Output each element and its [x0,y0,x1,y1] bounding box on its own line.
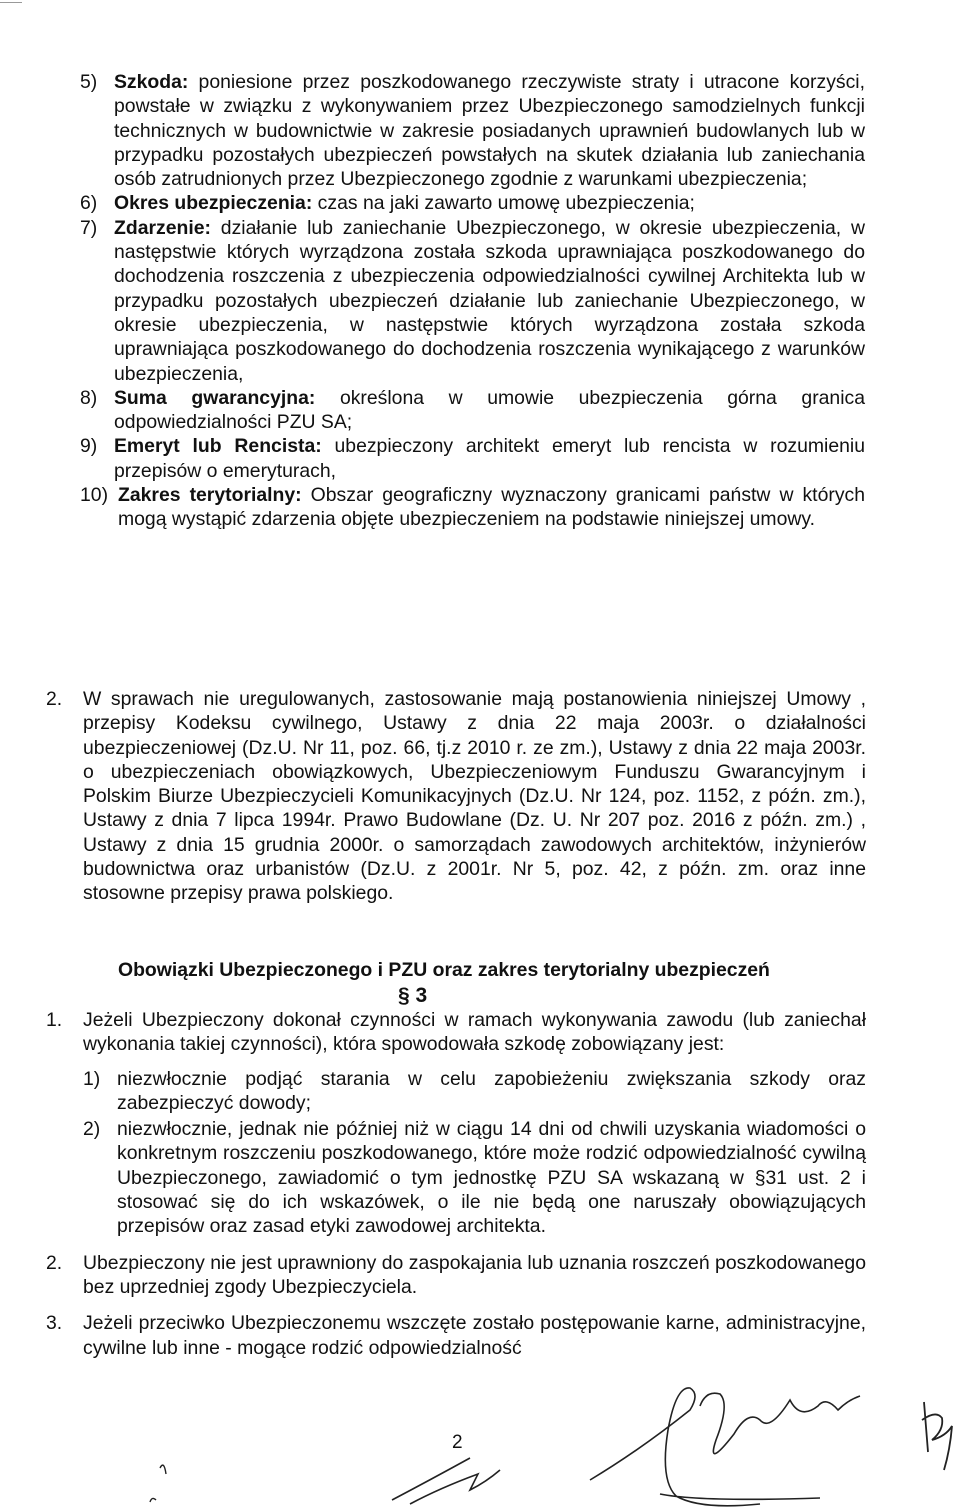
scan-corner-mark [0,2,22,3]
handwritten-signature [590,1388,860,1506]
section-heading: Obowiązki Ubezpieczonego i PZU oraz zakres terytorialny ubezpieczeń [118,959,770,981]
item-text: Jeżeli Ubezpieczony dokonał czynności w ramach wykonywania zawodu (lub zaniechał wykonania takiej czynności), która spowodowała szkodę zobowiązany jest: [83,1009,866,1056]
definition-text: określona w umowie ubezpieczenia górna granica odpowiedzialności PZU SA; [114,386,866,434]
definition-number: 5) [80,71,98,93]
definition-body [114,386,865,435]
item-number: 2. [46,1251,63,1274]
numbered-item [46,1311,866,1360]
definition-body [114,70,865,191]
paragraph-2 [46,687,866,906]
definition-text: Obszar geograficzny wyznaczony granicami państw w których mogą wystąpić zdarzenia objęte ubezpieczeniem na podstawie niniejszej umowy. [118,484,865,531]
definition-term: Emeryt lub Rencista: [114,435,322,458]
definition-item [80,386,865,435]
definition-number: 9) [80,435,98,458]
definition-text: poniesione przez poszkodowanego rzeczywiste straty i utracone korzyści, powstałe w związku z wykonywaniem przez Ubezpieczonego samodzielnych funkcji technicznych w budownictwie w zakresie posiadanych uprawnień budowlanych lub w przypadku pozostałych ubezpieczeń powstałych na skutek działania lub zaniechania osób zatrudnionych przez Ubezpieczonego zgodnie z warunkami ubezpieczenia; [114,71,865,191]
definition-body [118,483,865,532]
definition-number: 10) [80,484,109,507]
paragraph-number: 2. [46,688,63,710]
definition-number: 6) [80,192,98,215]
item-text: Ubezpieczony nie jest uprawniony do zaspokajania lub uznania roszczeń poszkodowanego bez uprzedniej zgody Ubezpieczyciela. [83,1251,866,1298]
sub-item-text: niezwłocznie podjąć starania w celu zapobieżeniu zwiększania szkody oraz zabezpieczyć dowody; [117,1067,866,1114]
definition-item [80,216,865,386]
definition-body [114,191,865,215]
sub-item-number: 2) [83,1118,101,1141]
definitions-list [80,70,865,532]
initial-signature [392,1458,500,1504]
page-number: 2 [452,1432,463,1453]
definition-number: 8) [80,386,98,409]
definition-term: Okres ubezpieczenia: [114,192,313,215]
numbered-item [46,1008,866,1239]
definition-term: Zdarzenie: [114,216,211,239]
sub-item-text: niezwłocznie, jednak nie później niż w ciągu 14 dni od chwili uzyskania wiadomości o konkretnym roszczeniu poszkodowanego, które może rodzić odpowiedzialność cywilną Ubezpieczonego, zawiadomić o tym jednostkę PZU SA wskazaną w §31 ust. 2 i stosować się do ich wskazówek, o ile nie będą one naruszały obowiązujących przepisów oraz zasad etyki zawodowej architekta. [117,1118,866,1238]
definition-term: Suma gwarancyjna: [114,386,316,409]
definition-term: Zakres terytorialny: [118,484,302,507]
definition-item [80,434,865,483]
sub-item [83,1117,866,1238]
definition-body [114,216,865,386]
section-number: § 3 [398,984,428,1007]
paragraph-text: W sprawach nie uregulowanych, zastosowanie mają postanowienia niniejszej Umowy , przepisy Kodeksu cywilnego, Ustawy z dnia 22 maja 2003r. o działalności ubezpieczeniowej (Dz.U. Nr 11, poz. 66, tj.z 2010 r. ze zm.), Ustawy z dnia 22 maja 2003r. o ubezpieczeniach obowiązkowych, Ubezpieczeniowym Funduszu Gwarancyjnym i Polskim Biurze Ubezpieczycieli Komunikacyjnych (Dz.U. Nr 124, poz. 1152, z późn. zm.), Ustawy z dnia 7 lipca 1994r. Prawo Budowlane (Dz. U. Nr 207 poz. 2016 z późn. zm.) , Ustawy z dnia 15 grudnia 2000r. o samorządach zawodowych architektów, inżynierów budownictwa oraz urbanistów (Dz.U. z 2001r. Nr 5, poz. 42, z późn. zm. oraz inne stosowne przepisy prawa polskiego. [83,688,866,905]
definition-term: Szkoda: [114,71,189,93]
definition-number: 7) [80,216,98,239]
page-footer [0,1370,960,1512]
item-number: 3. [46,1312,63,1335]
item-number: 1. [46,1009,63,1031]
sub-item [83,1067,866,1116]
definition-text: działanie lub zaniechanie Ubezpieczonego, w okresie ubezpieczenia, w następstwie których wyrządzona została szkoda uprawniająca poszkodowanego do dochodzenia roszczenia z ubezpieczenia odpowiedzialności cywilnej Architekta lub w przypadku pozostałych ubezpieczeń działanie lub zaniechanie Ubezpieczonego, w okresie ubezpieczenia, w następstwie których wyrządzona została szkoda uprawniająca poszkodowanego do dochodzenia roszczenia wynikającego z warunków ubezpieczenia, [114,216,865,385]
item-text: Jeżeli przeciwko Ubezpieczonemu wszczęte zostało postępowanie karne, administracyjne, cywilne lub inne - mogące rodzić odpowiedzialność [83,1312,866,1359]
definition-item [80,191,865,215]
signatures-drawing [0,1370,960,1512]
section-3-body [46,1008,866,1372]
definition-item [80,483,865,532]
definition-body [114,434,865,483]
numbered-item [46,1251,866,1300]
sub-item-number: 1) [83,1067,101,1090]
margin-initials [922,1402,952,1470]
initial-signature [150,1465,166,1502]
item-body [83,1008,866,1239]
definition-text: ubezpieczony architekt emeryt lub rencista w rozumieniu przepisów o emeryturach, [114,435,865,482]
definition-item [80,70,865,191]
definition-text: czas na jaki zawarto umowę ubezpieczenia; [312,192,695,215]
